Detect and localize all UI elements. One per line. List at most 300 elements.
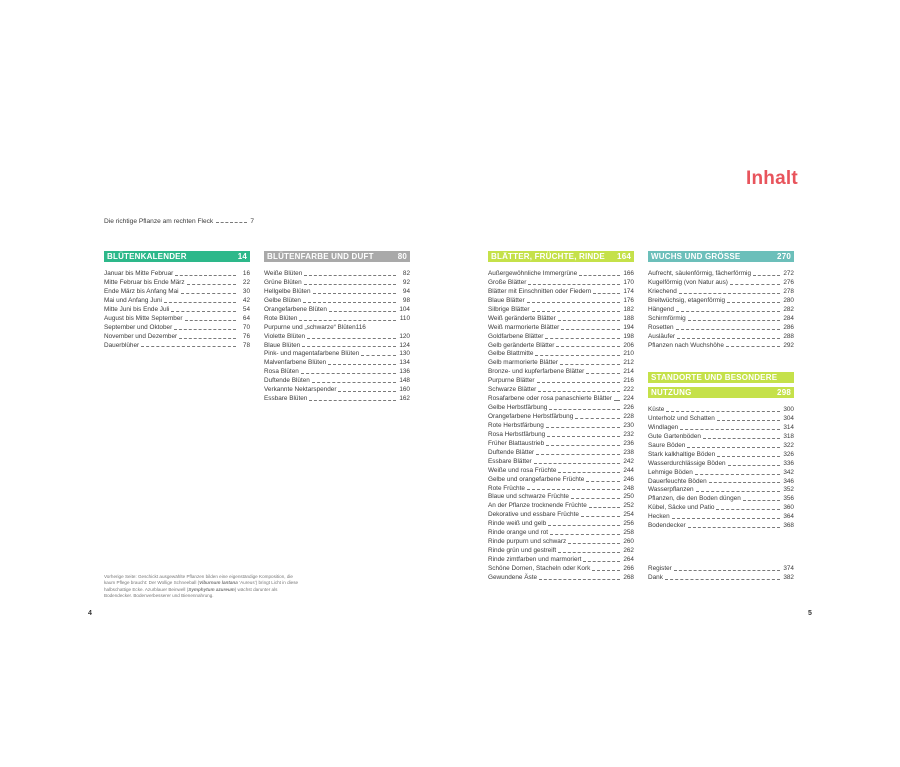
intro-entry (104, 218, 254, 225)
dot-leader (546, 427, 620, 428)
toc-entry-page: 280 (783, 296, 794, 304)
toc-entry (488, 556, 634, 565)
dot-leader (571, 498, 620, 499)
toc-entry-page: 266 (623, 564, 634, 572)
toc-entry (264, 342, 410, 351)
toc-entry-page: 236 (623, 439, 634, 447)
toc-entry (648, 279, 794, 288)
photo-caption (104, 574, 304, 599)
dot-leader (592, 570, 620, 571)
toc-entry (648, 565, 794, 574)
section-heading-label: STANDORTE UND BESONDERE (651, 373, 778, 382)
caption-species: Viburnum lantana (199, 580, 238, 586)
toc-entry-page: 92 (402, 278, 410, 286)
dot-leader (687, 447, 780, 448)
toc-entry-label: Hecken (648, 513, 670, 521)
toc-entry (488, 422, 634, 431)
toc-entry (488, 538, 634, 547)
toc-entry-page: 162 (399, 395, 410, 403)
toc-entry-label: Bodendecker (648, 522, 686, 530)
toc-entry-page: 282 (783, 305, 794, 313)
toc-entry-label: Gelbe Blüten (264, 296, 301, 304)
toc-entry-label: Mitte Februar bis Ende März (104, 278, 185, 286)
toc-entry-page: 244 (623, 466, 634, 474)
toc-entry (264, 315, 410, 324)
toc-entry (488, 547, 634, 556)
dot-leader (528, 284, 620, 285)
toc-entry-page: 250 (623, 493, 634, 501)
toc-entry (648, 297, 794, 306)
dot-leader (527, 489, 620, 490)
toc-entry-page: 98 (402, 296, 410, 304)
toc-entry (104, 297, 250, 306)
dot-leader (727, 302, 780, 303)
toc-entry-label: Lehmige Böden (648, 468, 693, 476)
section-heading (648, 372, 794, 383)
toc-entry-label: Rosetten (648, 323, 674, 331)
dot-leader (695, 474, 780, 475)
section-heading-page: 14 (237, 252, 247, 261)
dot-leader (546, 445, 620, 446)
toc-entry-page: 304 (783, 414, 794, 422)
toc-entry-label: Violette Blüten (264, 332, 306, 340)
toc-entry (488, 565, 634, 574)
toc-entry-label: Dank (648, 574, 663, 582)
dot-leader (537, 382, 620, 383)
toc-entry-label: Rosafarbene oder rosa panaschierte Blätter (488, 395, 612, 403)
toc-entry-label: Weiß geränderte Blätter (488, 314, 556, 322)
dot-leader (549, 409, 620, 410)
toc-entry-label: Gewundene Äste (488, 573, 538, 581)
toc-entry (648, 315, 794, 324)
toc-entry-label: Hängend (648, 305, 674, 313)
toc-entry (648, 478, 794, 487)
toc-entry-page: 148 (399, 377, 410, 385)
dot-leader (672, 518, 780, 519)
dot-leader (313, 293, 396, 294)
dot-leader (309, 400, 396, 401)
toc-entry-page: 382 (783, 574, 794, 582)
toc-entry (488, 270, 634, 279)
toc-entry-page: 64 (242, 314, 250, 322)
section-heading-label: BLÜTENKALENDER (107, 252, 187, 261)
toc-entry-page: 336 (783, 459, 794, 467)
toc-entry-page: 276 (783, 278, 794, 286)
toc-entry (104, 333, 250, 342)
toc-entry-label: Unterholz und Schatten (648, 414, 715, 422)
dot-leader (536, 454, 620, 455)
toc-entry-label: Rinde grün und gestreift (488, 547, 557, 555)
toc-list (488, 270, 634, 583)
dot-leader (532, 311, 620, 312)
caption-text: Vorherige Seite: Geschickt ausgewählte Pflanzen bilden eine eigenständige Komposition, die kaum Pflege braucht: Der Wollige Schneeball ( (104, 574, 293, 586)
toc-entry-page: 216 (623, 377, 634, 385)
dot-leader (703, 438, 780, 439)
toc-entry-page: 278 (783, 287, 794, 295)
toc-entry (648, 288, 794, 297)
dot-leader (677, 338, 780, 339)
toc-entry (488, 574, 634, 583)
toc-entry (264, 333, 410, 342)
dot-leader (179, 338, 236, 339)
toc-entry-page: 260 (623, 538, 634, 546)
dot-leader (527, 302, 620, 303)
section-heading (648, 387, 794, 398)
toc-entry-label: August bis Mitte September (104, 314, 183, 322)
toc-entry-page: 342 (783, 468, 794, 476)
toc-entry-label: Rinde zimtfarben und marmoriert (488, 556, 582, 563)
toc-entry (488, 350, 634, 359)
toc-entry-page: 70 (242, 323, 250, 331)
dot-leader (717, 420, 780, 421)
toc-entry (488, 404, 634, 413)
toc-entry (264, 270, 410, 279)
dot-leader (593, 293, 620, 294)
toc-entry-label: Bronze- und kupferfarbene Blätter (488, 368, 585, 376)
toc-entry-label: Purpurne und „schwarze“ Blüten116 (264, 323, 366, 331)
toc-entry-label: Schwarze Blätter (488, 386, 537, 394)
toc-entry-label: Gelbe Blattmitte (488, 350, 534, 358)
toc-entry-label: Essbare Blüten (264, 395, 308, 403)
toc-entry-page: 238 (623, 448, 634, 456)
toc-entry-label: Saure Böden (648, 441, 686, 449)
section-heading (488, 251, 634, 262)
toc-entry-page: 30 (242, 287, 250, 295)
dot-leader (666, 411, 780, 412)
toc-entry-page: 110 (399, 314, 410, 322)
dot-leader (676, 329, 780, 330)
toc-entry-label: Mitte Juni bis Ende Juli (104, 305, 170, 313)
toc-entry-label: Küste (648, 406, 665, 413)
section-heading-page: 164 (617, 252, 631, 261)
toc-entry-label: Rosa Blüten (264, 368, 299, 376)
dot-leader (181, 293, 236, 294)
dot-leader (688, 527, 780, 528)
toc-entry-label: Blaue Blätter (488, 296, 525, 304)
toc-entry-label: Pflanzen nach Wuchshöhe (648, 341, 724, 349)
toc-entry-label: Blaue Blüten (264, 341, 301, 349)
dot-leader (304, 284, 396, 285)
toc-entry (648, 460, 794, 469)
dot-leader (548, 525, 620, 526)
toc-entry-label: Windlagen (648, 423, 679, 431)
toc-entry-page: 346 (783, 477, 794, 485)
toc-entry (488, 458, 634, 467)
caption-text: ) wächst darunter als Bodendecker. Bodenverbesserer und Bienennahrung. (104, 586, 278, 598)
toc-entry-page: 16 (242, 270, 250, 277)
section-heading-page: 80 (397, 252, 407, 261)
toc-entry-page: 286 (783, 323, 794, 331)
toc-entry (264, 368, 410, 377)
toc-entry-page: 206 (623, 341, 634, 349)
toc-entry (648, 469, 794, 478)
toc-entry-page: 166 (623, 270, 634, 277)
caption-text: ‘Aureus’) bringt Licht in diese halbschattige Ecke. Azurblauer Beinwell ( (104, 580, 299, 592)
toc-entry (104, 324, 250, 333)
dot-leader (545, 338, 620, 339)
dot-leader (575, 418, 620, 419)
toc-entry-label: Weiße Blüten (264, 270, 303, 277)
toc-entry-page: 268 (623, 573, 634, 581)
toc-entry (488, 297, 634, 306)
toc-entry-page: 134 (399, 359, 410, 367)
toc-entry-label: Kübel, Säcke und Patio (648, 504, 715, 512)
dot-leader (688, 320, 780, 321)
toc-entry (648, 522, 794, 531)
dot-leader (753, 275, 780, 276)
toc-entry (488, 315, 634, 324)
toc-entry-label: Blaue und schwarze Früchte (488, 493, 569, 501)
toc-entry-label: Schöne Dornen, Stacheln oder Kork (488, 564, 591, 572)
toc-entry-label: Dauerblüher (104, 341, 140, 349)
toc-entry (488, 395, 634, 404)
toc-list (648, 406, 794, 531)
toc-entry-page: 262 (623, 547, 634, 555)
toc-entry-label: Orangefarbene Herbstfärbung (488, 413, 574, 420)
toc-entry-label: Verkannte Nektarspender (264, 386, 337, 394)
toc-entry-label: Malvenfarbene Blüten (264, 359, 327, 367)
toc-entry-label: Schirmförmig (648, 314, 686, 322)
toc-entry-page: 124 (399, 341, 410, 349)
toc-entry (488, 449, 634, 458)
dot-leader (171, 311, 236, 312)
toc-entry-label: Pflanzen, die den Boden düngen (648, 495, 741, 503)
toc-entry (104, 306, 250, 315)
toc-entry-label: Pink- und magentafarbene Blüten (264, 350, 360, 358)
dot-leader (539, 579, 620, 580)
toc-entry-label: Grüne Blüten (264, 278, 302, 286)
dot-leader (728, 465, 780, 466)
toc-entry-label: Breitwüchsig, etagenförmig (648, 296, 726, 304)
toc-entry-page: 170 (623, 278, 634, 286)
toc-entry (648, 513, 794, 522)
toc-entry-label: Rote Früchte (488, 484, 525, 492)
toc-entry (488, 324, 634, 333)
toc-entry-page: 284 (783, 314, 794, 322)
toc-entry-page: 242 (623, 457, 634, 465)
toc-entry-page: 194 (623, 323, 634, 331)
toc-entry (264, 306, 410, 315)
dot-leader (716, 509, 780, 510)
dot-leader (558, 472, 620, 473)
caption-species: Symphytum azureum (188, 586, 235, 592)
toc-list (264, 270, 410, 404)
toc-entry-page: 130 (399, 350, 410, 358)
toc-entry-label: Rinde orange und rot (488, 529, 549, 537)
toc-entry-page: 326 (783, 450, 794, 458)
toc-entry (648, 495, 794, 504)
section-blaetter-fruechte-rinde (488, 251, 634, 583)
toc-entry (488, 502, 634, 511)
dot-leader (550, 534, 620, 535)
toc-entry (488, 279, 634, 288)
toc-entry-page: 374 (783, 565, 794, 573)
toc-entry-page: 314 (783, 423, 794, 431)
toc-entry-label: Ausläufer (648, 332, 675, 340)
section-heading-page: 298 (777, 388, 791, 397)
toc-entry-page: 258 (623, 529, 634, 537)
toc-entry (648, 406, 794, 415)
section-heading-label: BLÄTTER, FRÜCHTE, RINDE (491, 252, 605, 261)
toc-entry (264, 377, 410, 386)
dot-leader (534, 463, 620, 464)
toc-entry (264, 350, 410, 359)
toc-entry-page: 272 (783, 270, 794, 277)
intro-page: 7 (250, 218, 254, 225)
toc-entry-label: Stark kalkhaltige Böden (648, 450, 716, 458)
toc-entry-page: 318 (783, 432, 794, 440)
section-wuchs-und-groesse (648, 251, 794, 350)
toc-entry (648, 574, 794, 583)
dot-leader (338, 391, 396, 392)
toc-entry-page: 230 (623, 421, 634, 429)
toc-entry-page: 42 (242, 296, 250, 304)
toc-entry (648, 306, 794, 315)
toc-entry-label: Gute Gartenböden (648, 432, 701, 440)
toc-entry-page: 94 (402, 287, 410, 295)
toc-entry-label: Goldfarbene Blätter (488, 332, 544, 340)
toc-entry-label: Wasserdurchlässige Böden (648, 459, 726, 467)
dot-leader (674, 570, 780, 571)
toc-entry-page: 222 (623, 386, 634, 394)
toc-entry-page: 176 (623, 296, 634, 304)
dot-leader (581, 516, 620, 517)
page-number-right: 5 (808, 610, 812, 617)
dot-leader (307, 338, 396, 339)
toc-entry-label: Dekorative und essbare Früchte (488, 511, 579, 519)
toc-entry-page: 248 (623, 484, 634, 492)
toc-entry (264, 324, 410, 333)
toc-entry-page: 210 (623, 350, 634, 358)
toc-entry-label: Duftende Blätter (488, 448, 535, 456)
toc-entry (488, 306, 634, 315)
toc-entry-page: 356 (783, 495, 794, 503)
toc-entry-label: Rosa Herbstfärbung (488, 430, 546, 438)
toc-entry (648, 433, 794, 442)
dot-leader (556, 346, 620, 347)
dot-leader (538, 391, 620, 392)
toc-entry-page: 22 (242, 278, 250, 286)
dot-leader (709, 482, 780, 483)
dot-leader (586, 481, 620, 482)
dot-leader (730, 284, 780, 285)
toc-entry-page: 364 (783, 513, 794, 521)
toc-entry (648, 333, 794, 342)
toc-entry (488, 333, 634, 342)
toc-entry (648, 451, 794, 460)
toc-entry (488, 431, 634, 440)
toc-entry-label: Blätter mit Einschnitten oder Fiedern (488, 287, 592, 295)
toc-entry (648, 424, 794, 433)
toc-entry (488, 511, 634, 520)
page-title: Inhalt (746, 168, 798, 189)
toc-entry (648, 442, 794, 451)
toc-entry-label: Purpurne Blätter (488, 377, 535, 385)
toc-entry (104, 288, 250, 297)
toc-entry-page: 300 (783, 406, 794, 413)
toc-entry (488, 368, 634, 377)
toc-entry-page: 82 (402, 270, 410, 277)
toc-entry (488, 467, 634, 476)
intro-label: Die richtige Pflanze am rechten Fleck (104, 218, 214, 225)
section-heading-label: WUCHS UND GRÖSSE (651, 252, 741, 261)
toc-entry-page: 228 (623, 413, 634, 420)
toc-entry-page: 288 (783, 332, 794, 340)
toc-entry (488, 342, 634, 351)
section-heading (104, 251, 250, 262)
toc-entry-label: Weiß marmorierte Blätter (488, 323, 560, 331)
toc-entry (104, 279, 250, 288)
dot-leader (676, 311, 780, 312)
dot-leader (174, 329, 236, 330)
dot-leader (304, 275, 396, 276)
toc-entry-label: Hellgelbe Blüten (264, 287, 311, 295)
toc-entry-label: Ende März bis Anfang Mai (104, 287, 179, 295)
toc-entry-label: Aufrecht, säulenförmig, fächerförmig (648, 270, 752, 277)
toc-list (648, 270, 794, 350)
dot-leader (164, 302, 236, 303)
toc-entry-page: 182 (623, 305, 634, 313)
toc-entry-page: 368 (783, 522, 794, 530)
toc-entry-label: Kugelförmig (von Natur aus) (648, 278, 728, 286)
toc-entry-page: 76 (242, 332, 250, 340)
dot-leader (535, 355, 620, 356)
toc-entry (104, 342, 250, 351)
dot-leader (187, 284, 236, 285)
section-heading (648, 251, 794, 262)
toc-entry (488, 485, 634, 494)
section-heading-page: 270 (777, 252, 791, 261)
toc-entry-label: Außergewöhnliche Immergrüne (488, 270, 578, 277)
toc-entry (264, 395, 410, 404)
toc-entry (104, 270, 250, 279)
dot-leader (568, 543, 620, 544)
dot-leader (303, 302, 396, 303)
dot-leader (312, 382, 396, 383)
toc-entry (488, 413, 634, 422)
toc-entry-page: 136 (399, 368, 410, 376)
toc-entry-page: 120 (399, 332, 410, 340)
toc-entry-label: Rote Blüten (264, 314, 298, 322)
toc-entry (488, 377, 634, 386)
toc-entry-page: 54 (242, 305, 250, 313)
toc-entry-label: Dauerfeuchte Böden (648, 477, 707, 485)
toc-entry-page: 246 (623, 475, 634, 483)
dot-leader (558, 320, 620, 321)
toc-list-extra (648, 565, 794, 583)
toc-entry (488, 476, 634, 485)
toc-entry-page: 264 (623, 556, 634, 563)
section-standorte-und-nutzung (648, 372, 794, 583)
toc-entry (488, 359, 634, 368)
toc-entry (648, 324, 794, 333)
dot-leader (614, 400, 620, 401)
toc-entry-page: 160 (399, 386, 410, 394)
toc-entry (264, 386, 410, 395)
dot-leader (717, 456, 780, 457)
toc-entry-label: Mai und Anfang Juni (104, 296, 162, 304)
toc-entry-page: 104 (399, 305, 410, 313)
toc-entry-label: An der Pflanze trocknende Früchte (488, 502, 587, 510)
toc-entry-page: 252 (623, 502, 634, 510)
toc-entry (488, 386, 634, 395)
dot-leader (560, 364, 620, 365)
dot-leader (185, 320, 236, 321)
toc-entry (488, 529, 634, 538)
toc-entry-page: 322 (783, 441, 794, 449)
toc-entry-label: Weiße und rosa Früchte (488, 466, 557, 474)
toc-entry-label: Gelbe und orangefarbene Früchte (488, 475, 585, 483)
